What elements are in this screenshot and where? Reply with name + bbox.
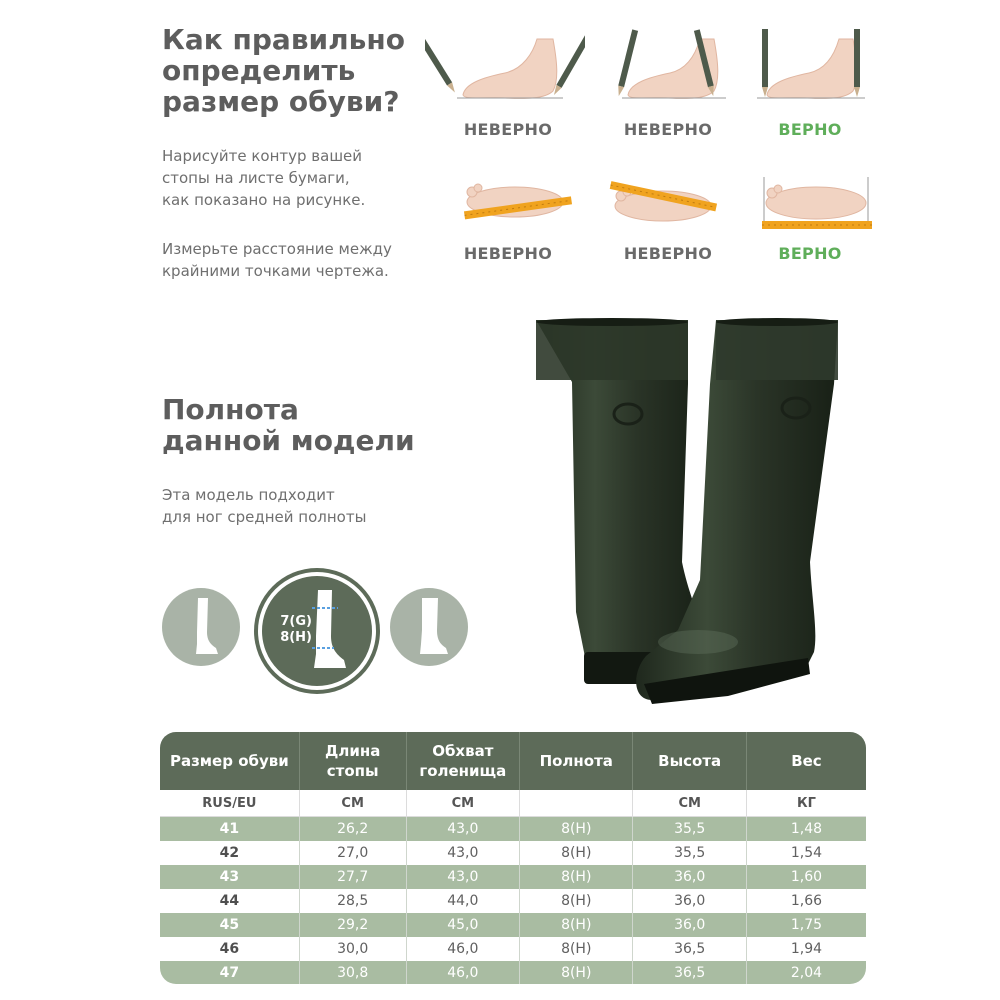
table-units-row <box>160 790 866 817</box>
table-cell: 1,60 <box>746 865 866 889</box>
units-cell: RUS/EU <box>160 790 299 817</box>
table-cell: 1,75 <box>746 913 866 937</box>
table-cell: 8(Н) <box>520 889 633 913</box>
table-cell: 36,5 <box>633 937 746 961</box>
measure-guide-title <box>162 24 422 117</box>
fullness-medium-icon <box>258 572 376 690</box>
size-cell: 42 <box>160 841 299 865</box>
table-cell: 2,04 <box>746 961 866 984</box>
table-cell: 8(Н) <box>520 865 633 889</box>
foot-icon <box>767 39 857 98</box>
table-cell: 27,0 <box>299 841 406 865</box>
table-cell: 8(Н) <box>520 841 633 865</box>
fullness-desc-line: Эта модель подходит <box>162 486 335 504</box>
header-cell: Вес <box>746 732 866 790</box>
units-cell <box>520 790 633 817</box>
header-cell: Полнота <box>520 732 633 790</box>
measure-caption-2: НЕВЕРНО <box>623 244 713 263</box>
table-cell: 28,5 <box>299 889 406 913</box>
header-cell: Длина стопы <box>299 732 406 790</box>
table-cell: 8(Н) <box>520 913 633 937</box>
leg-silhouette-icon <box>162 588 240 666</box>
measuring-tape-icon <box>762 221 872 229</box>
table-row <box>160 937 866 961</box>
table-cell: 44,0 <box>406 889 519 913</box>
units-cell: СМ <box>406 790 519 817</box>
fit-label-line: 7(G) <box>280 614 312 629</box>
step-1-line: Нарисуйте контур вашей <box>162 147 363 165</box>
fullness-desc-line: для ног средней полноты <box>162 508 367 526</box>
pencil-icon <box>425 33 457 94</box>
table-cell: 46,0 <box>406 937 519 961</box>
rubber-boot-icon <box>528 312 844 708</box>
table-row <box>160 889 866 913</box>
table-row <box>160 913 866 937</box>
measure-figure-wrong-1 <box>460 178 575 228</box>
units-cell: СМ <box>299 790 406 817</box>
table-cell: 1,66 <box>746 889 866 913</box>
table-cell: 35,5 <box>633 817 746 842</box>
table-cell: 45,0 <box>406 913 519 937</box>
outline-figure-wrong-1 <box>425 25 585 110</box>
table-cell: 43,0 <box>406 817 519 842</box>
table-cell: 43,0 <box>406 865 519 889</box>
step-2-line: Измерьте расстояние между <box>162 240 392 258</box>
units-cell: КГ <box>746 790 866 817</box>
size-cell: 45 <box>160 913 299 937</box>
fullness-narrow-icon <box>162 588 240 666</box>
pencil-icon <box>762 29 768 97</box>
size-table <box>160 732 866 984</box>
table-cell: 36,0 <box>633 865 746 889</box>
table-cell: 8(Н) <box>520 937 633 961</box>
measure-guide-title-line: размер обуви? <box>162 85 400 118</box>
outline-caption-3: ВЕРНО <box>778 120 842 139</box>
measure-figure-wrong-2 <box>605 178 720 228</box>
table-cell: 1,48 <box>746 817 866 842</box>
table-row <box>160 817 866 842</box>
table-header-row <box>160 732 866 790</box>
leg-silhouette-icon <box>390 588 468 666</box>
fullness-active-label <box>272 614 312 646</box>
step-1-line: как показано на рисунке. <box>162 191 366 209</box>
outline-figure-wrong-2 <box>598 25 738 110</box>
outline-caption-1: НЕВЕРНО <box>463 120 553 139</box>
fullness-title <box>162 394 442 456</box>
outline-caption-2: НЕВЕРНО <box>623 120 713 139</box>
table-row <box>160 865 866 889</box>
table-cell: 30,8 <box>299 961 406 984</box>
table-cell: 35,5 <box>633 841 746 865</box>
measure-guide-title-line: определить <box>162 54 356 87</box>
foot-icon <box>463 39 557 98</box>
table-cell: 30,0 <box>299 937 406 961</box>
table-cell: 8(Н) <box>520 817 633 842</box>
size-cell: 47 <box>160 961 299 984</box>
table-row <box>160 841 866 865</box>
table-cell: 8(Н) <box>520 961 633 984</box>
measure-caption-1: НЕВЕРНО <box>463 244 553 263</box>
fullness-title-line: данной модели <box>162 424 415 457</box>
table-cell: 1,94 <box>746 937 866 961</box>
table-cell: 1,54 <box>746 841 866 865</box>
outline-figure-right <box>755 25 875 110</box>
fullness-description <box>162 484 442 528</box>
fullness-wide-icon <box>390 588 468 666</box>
pencil-icon <box>854 29 860 97</box>
header-cell: Размер обуви <box>160 732 299 790</box>
size-cell: 44 <box>160 889 299 913</box>
measure-figure-right <box>760 175 875 235</box>
table-cell: 43,0 <box>406 841 519 865</box>
table-cell: 26,2 <box>299 817 406 842</box>
table-cell: 29,2 <box>299 913 406 937</box>
header-cell: Высота <box>633 732 746 790</box>
step-1-line: стопы на листе бумаги, <box>162 169 350 187</box>
size-table-grid <box>160 732 866 984</box>
table-row <box>160 961 866 984</box>
size-cell: 41 <box>160 817 299 842</box>
size-cell: 43 <box>160 865 299 889</box>
step-2-line: крайними точками чертежа. <box>162 262 389 280</box>
table-cell: 36,0 <box>633 913 746 937</box>
size-cell: 46 <box>160 937 299 961</box>
table-cell: 27,7 <box>299 865 406 889</box>
units-cell: СМ <box>633 790 746 817</box>
measure-guide-title-line: Как правильно <box>162 23 405 56</box>
table-cell: 46,0 <box>406 961 519 984</box>
table-body <box>160 817 866 985</box>
fit-label-line: 8(H) <box>280 630 312 645</box>
measure-caption-3: ВЕРНО <box>778 244 842 263</box>
fullness-title-line: Полнота <box>162 393 299 426</box>
table-cell: 36,5 <box>633 961 746 984</box>
foot-icon <box>766 185 866 219</box>
header-cell: Обхват голенища <box>406 732 519 790</box>
step-2-text <box>162 238 442 282</box>
table-cell: 36,0 <box>633 889 746 913</box>
step-1-text <box>162 145 422 211</box>
